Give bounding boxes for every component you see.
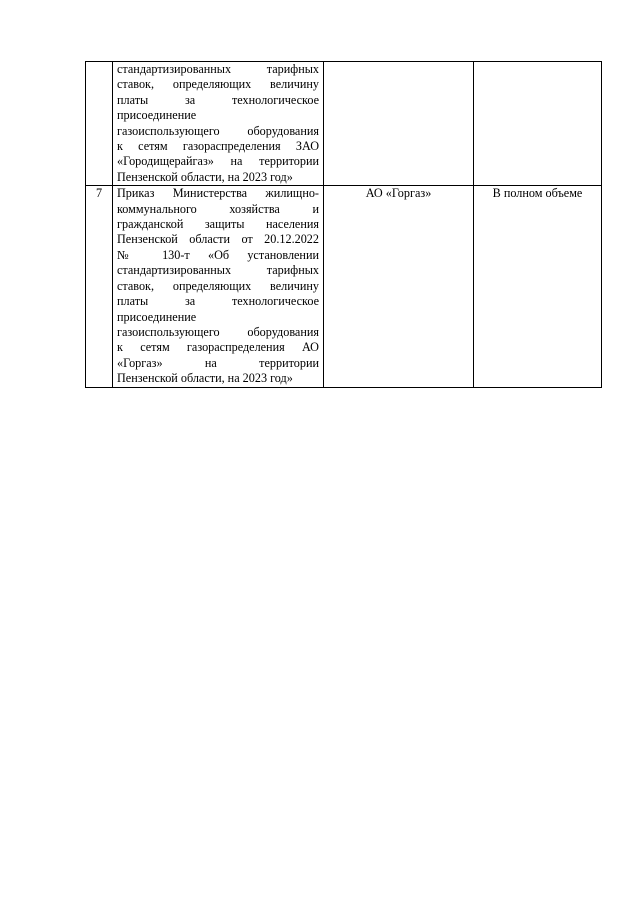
document-line: платы за технологическое <box>117 294 319 309</box>
table-row <box>86 62 602 186</box>
row-number: 7 <box>86 186 113 387</box>
document-line: ставок, определяющих величину <box>117 278 319 293</box>
document-line: № 130-т «Об установлении <box>117 247 319 262</box>
document-description <box>113 62 324 186</box>
document-line: газоиспользующего оборудования <box>117 324 319 339</box>
document-line: стандартизированных тарифных <box>117 62 319 76</box>
document-line: присоединение <box>117 108 197 123</box>
document-description <box>113 186 324 387</box>
volume-cell <box>474 62 602 186</box>
document-line: «Горгаз» на территории <box>117 355 319 370</box>
document-line: ставок, определяющих величину <box>117 77 319 92</box>
document-line: платы за технологическое <box>117 92 319 107</box>
document-line: коммунального хозяйства и <box>117 201 319 216</box>
volume-cell: В полном объеме <box>474 186 602 387</box>
document-line: к сетям газораспределения АО <box>117 340 319 355</box>
row-number <box>86 62 113 186</box>
table-row <box>86 186 602 387</box>
document-line: Пензенской области от 20.12.2022 <box>117 232 319 247</box>
document-line: газоиспользующего оборудования <box>117 123 319 138</box>
document-line: к сетям газораспределения ЗАО <box>117 139 319 154</box>
document-line: Пензенской области, на 2023 год» <box>117 169 293 184</box>
document-line: присоединение <box>117 309 197 324</box>
records-table-body <box>86 62 602 388</box>
document-line: «Городищерайгаз» на территории <box>117 154 319 169</box>
organization-cell: АО «Горгаз» <box>324 186 474 387</box>
document-line: Пензенской области, на 2023 год» <box>117 371 293 386</box>
document-line: Приказ Министерства жилищно- <box>117 186 319 201</box>
organization-cell <box>324 62 474 186</box>
records-table <box>85 61 602 388</box>
document-line: гражданской защиты населения <box>117 217 319 232</box>
document-line: стандартизированных тарифных <box>117 263 319 278</box>
